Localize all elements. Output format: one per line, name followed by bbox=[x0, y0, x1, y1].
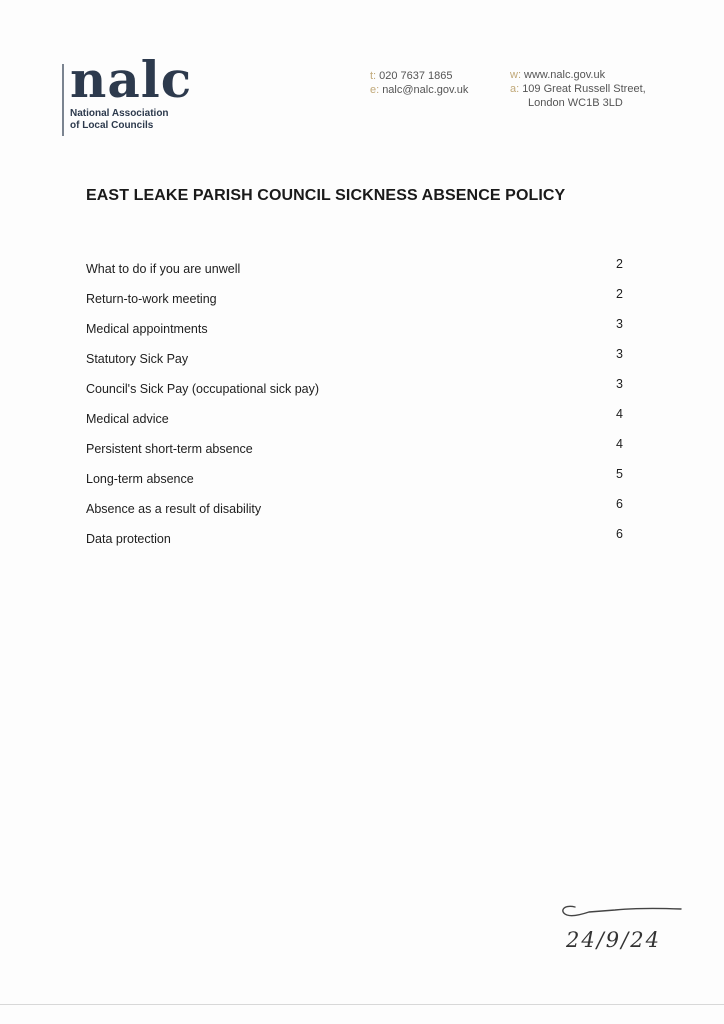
email-address: nalc@nalc.gov.uk bbox=[382, 84, 469, 96]
toc-page-number: 6 bbox=[616, 527, 623, 541]
logo-subtitle-line2: of Local Councils bbox=[70, 120, 154, 131]
contact-block-right bbox=[510, 68, 646, 110]
logo-bar bbox=[62, 64, 64, 136]
toc-page-number: 3 bbox=[616, 347, 623, 361]
toc-page-number: 4 bbox=[616, 407, 623, 421]
toc-label: Long-term absence bbox=[86, 472, 194, 486]
toc-row bbox=[86, 408, 626, 438]
toc-page-number: 5 bbox=[616, 467, 623, 481]
toc-label: Return-to-work meeting bbox=[86, 292, 217, 306]
toc-label: Data protection bbox=[86, 532, 171, 546]
toc-page-number: 3 bbox=[616, 317, 623, 331]
toc-label: Medical appointments bbox=[86, 322, 208, 336]
document-title: EAST LEAKE PARISH COUNCIL SICKNESS ABSENCE POLICY bbox=[86, 187, 566, 204]
address-line bbox=[510, 82, 646, 96]
web-key: w: bbox=[510, 69, 521, 81]
toc-page-number: 4 bbox=[616, 437, 623, 451]
logo-wordmark: nalc bbox=[70, 50, 193, 109]
toc-row bbox=[86, 348, 626, 378]
phone-key: t: bbox=[370, 70, 377, 82]
toc-row bbox=[86, 438, 626, 468]
contact-block-left bbox=[370, 69, 468, 97]
email-line bbox=[370, 83, 468, 97]
toc-row bbox=[86, 528, 626, 558]
handwritten-signature bbox=[555, 895, 685, 925]
toc-label: Persistent short-term absence bbox=[86, 442, 253, 456]
toc-row bbox=[86, 378, 626, 408]
phone-number: 020 7637 1865 bbox=[379, 70, 453, 82]
web-line bbox=[510, 68, 646, 82]
toc-label: Medical advice bbox=[86, 412, 169, 426]
logo-subtitle bbox=[70, 108, 169, 132]
toc-label: Council's Sick Pay (occupational sick pay) bbox=[86, 382, 320, 396]
web-address: www.nalc.gov.uk bbox=[524, 69, 606, 81]
toc-label: What to do if you are unwell bbox=[86, 262, 241, 276]
toc-page-number: 2 bbox=[616, 287, 623, 301]
phone-line bbox=[370, 69, 468, 83]
address-key: a: bbox=[510, 83, 520, 95]
logo-subtitle-line1: National Association bbox=[70, 108, 169, 119]
table-of-contents bbox=[86, 258, 626, 558]
toc-row bbox=[86, 318, 626, 348]
toc-row bbox=[86, 498, 626, 528]
address-line-2: London WC1B 3LD bbox=[528, 97, 623, 109]
toc-label: Absence as a result of disability bbox=[86, 502, 262, 516]
email-key: e: bbox=[370, 84, 380, 96]
toc-row bbox=[86, 288, 626, 318]
handwritten-date: 24/9/24 bbox=[566, 928, 661, 952]
toc-row bbox=[86, 258, 626, 288]
address-line-1: 109 Great Russell Street, bbox=[522, 83, 646, 95]
toc-page-number: 6 bbox=[616, 497, 623, 511]
scan-edge-line bbox=[0, 1004, 724, 1005]
toc-label: Statutory Sick Pay bbox=[86, 352, 189, 366]
toc-row bbox=[86, 468, 626, 498]
toc-page-number: 2 bbox=[616, 257, 623, 271]
toc-page-number: 3 bbox=[616, 377, 623, 391]
